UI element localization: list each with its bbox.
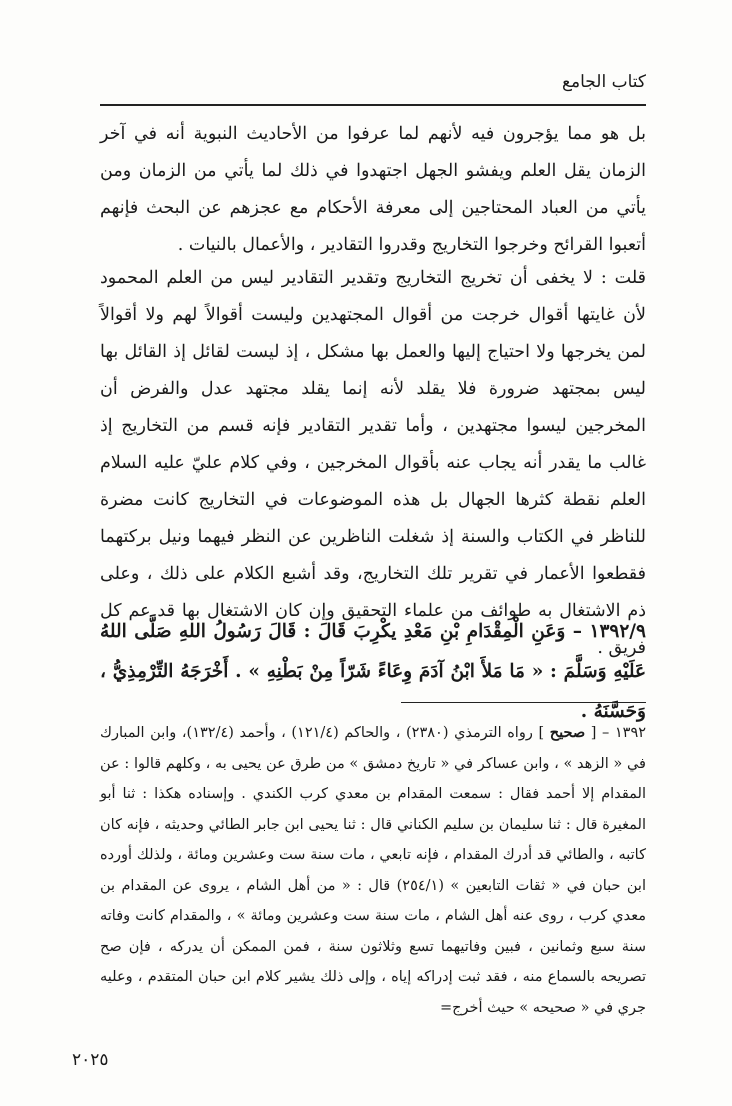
- body-paragraph-2: [100, 260, 646, 667]
- hadith-block: [100, 612, 646, 732]
- page-number: ٢٠٢٥: [72, 1050, 109, 1070]
- paragraph-text: قلت : لا يخفى أن تخريج التخاريج وتقدير التقادير ليس من العلم المحمود لأن غايتها أقوال خرجت من أقوال المجتهدين وليست أقوالاً لهم ولا أقوالاً لمن يخرجها ولا احتياج إليها والعمل بها مشكل ، إذ ليست لقائل إذ القائل بها ليس بمجتهد ضرورة فلا يقلد لأنه إنما يقلد مجتهد عدل والفرض أن المخرجين ليسوا مجتهدين ، وأما تقدير التقادير فإنه قسم من التخاريج إذ غالب ما يقدر أنه يجاب عنه بأقوال المخرجين ، وفي كلام عليّ عليه السلام العلم نقطة كثرها الجهال بل هذه الموضوعات في التخاريج كانت مضرة للناظر في الكتاب والسنة إذ شغلت الناظرين عن النظر فيهما ونيل بركتهما فقطعوا الأعمار في تقرير تلك التخاريج، وقد أشبع الكلام على ذلك ، وعلى ذم الاشتغال به طوائف من علماء التحقيق وإن كان الاشتغال بها قد عم كل فريق .: [100, 268, 646, 658]
- body-paragraph-1: [100, 116, 646, 264]
- header-rule: [100, 104, 646, 106]
- footnote-block: [100, 718, 646, 1023]
- footnote-rule: [401, 702, 646, 703]
- running-header: كتاب الجامع: [561, 72, 646, 92]
- hadith-number: ١٣٩٢/٩: [589, 621, 646, 642]
- footnote-text: رواه الترمذي (٢٣٨٠) ، والحاكم (١٢١/٤) ، وأحمد (١٣٢/٤)، وابن المبارك في « الزهد » ، وابن عساكر في « تاريخ دمشق » من طرق عن يحيى به ، وكلهم قالوا : عن المقدام إلا أحمد فقال : سمعت المقدام بن معدي كرب الكندي . وإسناده هكذا : ثنا أبو المغيرة قال : ثنا سليمان بن سليم الكناني قال : ثنا يحيى ابن جابر الطائي وحديثه ، فإنه كان كاتبه ، والطائي قد أدرك المقدام ، فإنه تابعي ، مات سنة ست وعشرين ومائة ، ولذلك أورده ابن حبان في « ثقات التابعين » (٢٥٤/١) قال : « من أهل الشام ، يروى عن المقدام بن معدي كرب ، روى عنه أهل الشام ، مات سنة ست وعشرين ومائة » ، والمقدام كانت وفاته سنة سبع وثمانين ، فبين وفاتيهما تسع وثلاثون سنة ، فمن الممكن أن يدركه ، فإن صح تصريحه بالسماع منه ، فقد ثبت إدراكه إياه ، وإلى ذلك يشير كلام ابن حبان المتقدم ، وعليه جري في « صحيحه » حيث أخرج=: [100, 725, 646, 1016]
- footnote-dash: – [: [590, 725, 610, 741]
- footnote-number: ١٣٩٢: [614, 725, 647, 741]
- hadith-text: – وَعَنِ الْمِقْدَامِ بْنِ مَعْدِ يكْرِبَ قَالَ : قَالَ رَسُولُ اللهِ صَلَّى اللهُ عَلَيْهِ وَسَلَّمَ : « مَا مَلأَ ابْنُ آدَمَ وِعَاءً شَرّاً مِنْ بَطْنِهِ » . أَخْرَجَهُ التِّرْمِذِيُّ ، وَحَسَّنَهُ .: [100, 621, 646, 722]
- paragraph-text: بل هو مما يؤجرون فيه لأنهم لما عرفوا من الأحاديث النبوية أنه في آخر الزمان يقل العلم ويفشو الجهل اجتهدوا في ذلك لما يأتي من الزمان ومن يأتي من العباد المحتاجين إلى معرفة الأحكام مع عجزهم عن البحث فإنهم أتعبوا القرائح وخرجوا التخاريج وقدروا التقادير ، والأعمال بالنيات .: [100, 124, 646, 255]
- footnote-grade: صحيح: [549, 724, 586, 741]
- footnote-close-bracket: ]: [538, 725, 545, 741]
